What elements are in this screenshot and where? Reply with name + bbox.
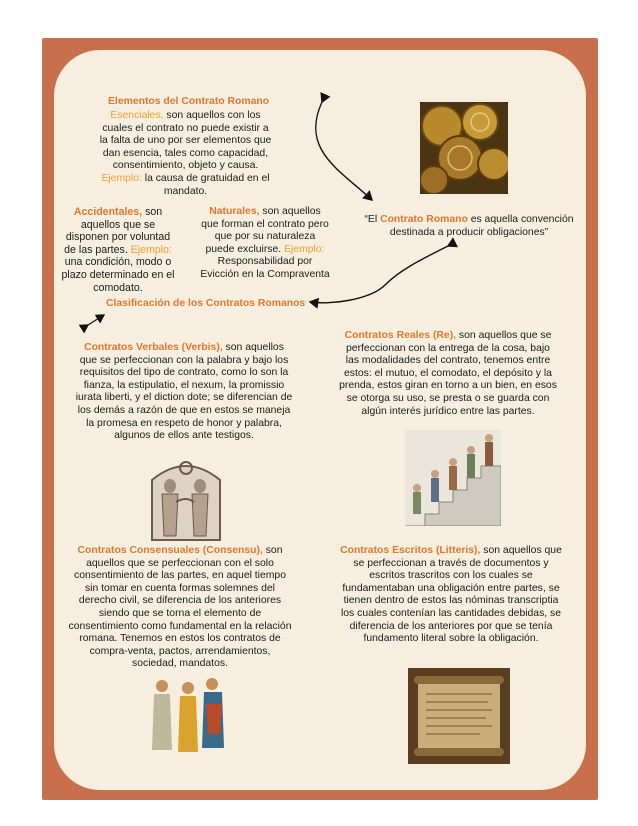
roman-coins-image [420,102,508,194]
esenciales-text: Esenciales, son aquellos con los cuales el contrato no puede existir a la falta de uno por ser elementos que dan esencia, tales como capacidad, consentimiento, objeto y causa. Ejemplo: la causa de gratuidad en el mandato. [99,110,272,197]
verbales-label: Contratos Verbales (Verbis), [84,342,223,353]
arrow-elementos-to-definicion [316,102,372,200]
consensuales-text: Contratos Consensuales (Consensu), son aquellos que se perfeccionan con el solo consentimiento de las partes, en aquel tiempo sin tomar en cuenta formas solemnes del derecho civil, se diferencia de los anteriores siendo que se torna el elemento de consentimiento como fundamental en la relación romana. Tenemos en estos los contratos de compra-venta, pactos, arrendamientos, sociedad, mandatos. [68,545,292,670]
naturales-text: Naturales, son aquellos que forman el contrato pero que por su naturaleza puede excluirse. Ejemplo: Responsabilidad por Evicción en la Compraventa [200,206,330,280]
escritos-text: Contratos Escritos (Litteris), son aquellos que se perfeccionan a través de documentos y escritos trascritos con los cuales se fundamentaban una obligación entre partes, se tienen dentro de estos las nóminas transcriptia los cuales contenían las cantidades debidas, se diferencia de los anteriores por que se tenía fundamento literal sobre la obligación. [340,545,562,645]
accidentales-label: Accidentales, [73,206,143,218]
definition-quote: “El Contrato Romano es aquella convención destinada a producir obligaciones” [364,214,574,238]
naturales-label: Naturales, [209,206,260,217]
verbales-text: Contratos Verbales (Verbis), son aquellos que se perfeccionan con la palabra y bajo los requisitos del tipo de contrato, como lo son la fianza, la estipulatio, el nexum, la promissio iurata liberti, y el diction dote; se diferencian de los demás a razón de que en estos se maneja la promesa en respeto de honor y palabra, algunos de ellos ante testigos. [75,342,293,442]
esenciales-ejemplo: Ejemplo: [101,172,142,184]
naturales-ejemplo: Ejemplo: [284,243,325,255]
accidentales-text: Accidentales, son aquellos que se disponen por voluntad de las partes. Ejemplo: una condición, modo o plazo determinado en el comodato. [61,206,175,294]
roman-relief-image [140,450,232,546]
quote-highlight: Contrato Romano [380,214,468,225]
arrow-small [88,315,104,325]
escritos-label: Contratos Escritos (Litteris), [340,545,481,556]
clasificacion-title: Clasificación de los Contratos Romanos [106,298,306,309]
consensuales-label: Contratos Consensuales (Consensu), [77,545,263,556]
papyrus-scroll-image [408,668,510,764]
reales-label: Contratos Reales (Re), [344,330,457,341]
elementos-title: Elementos del Contrato Romano [108,96,270,107]
esenciales-label: Esenciales, [110,110,164,121]
roman-stairs-image [405,430,501,526]
roman-citizens-image [146,674,230,758]
reales-text: Contratos Reales (Re), son aquellos que se perfeccionan con la entrega de la cosa, bajo las modalidades del contrato, tenemos entre estos: el mutuo, el comodato, el depósito y la prenda, estos giran en torno a un bien, en esos se otorga su uso, se presta o se guarda con algún interés jurídico entre las partes. [339,330,557,417]
arrow-definicion-to-clasificacion [310,246,448,303]
accidentales-ejemplo: Ejemplo: [130,243,172,256]
